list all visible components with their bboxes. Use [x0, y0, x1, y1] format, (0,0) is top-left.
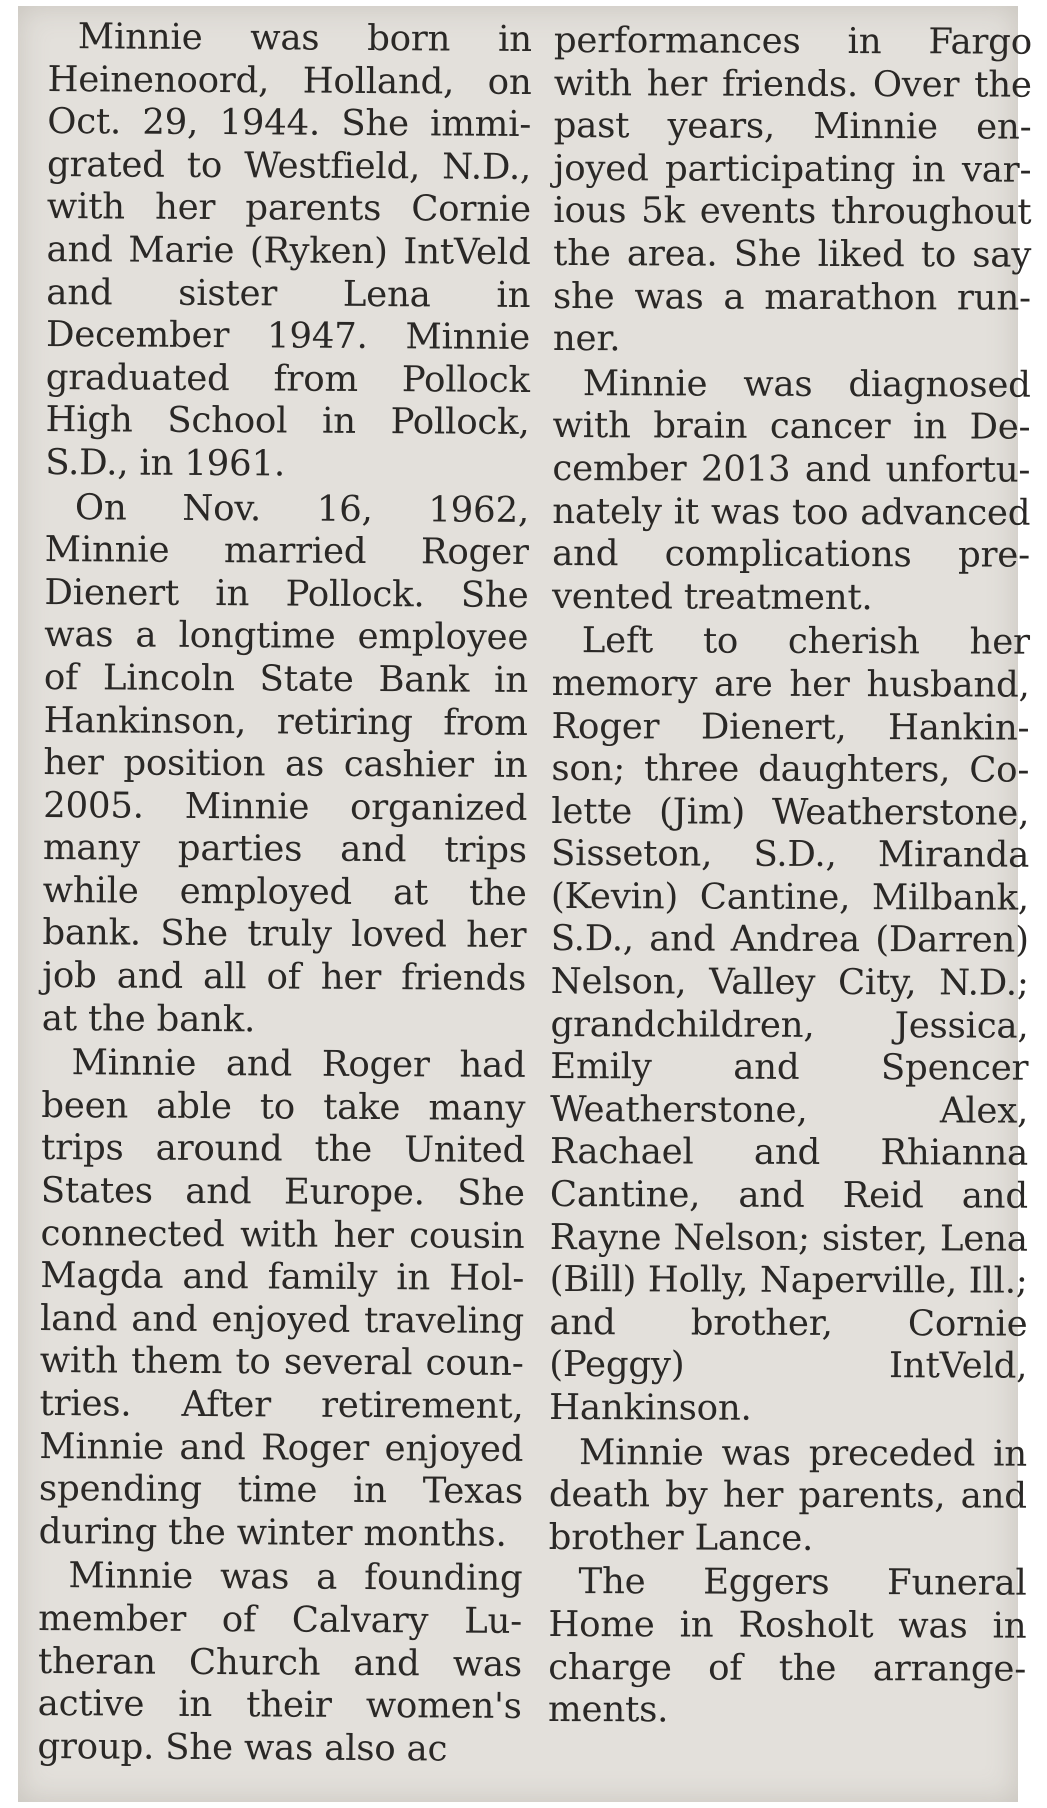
paragraph-marriage-career: On Nov. 16, 1962, Minnie married Roger Dienert in Pollock. She was a longtime employee of Lincoln State Bank in Hankinson, retiring from her position as cashier in 2005. Minnie organized many parties and trips while employed at the bank. She truly loved her job and all of her friends at the bank. [41, 486, 530, 1040]
newspaper-clipping [18, 6, 1032, 1802]
right-column [548, 20, 1032, 1735]
paragraph-preceded: Minnie was preceded in death by her parents, and brother Lance. [548, 1431, 1028, 1559]
paragraph-birth: Minnie was born in Heinenoord, Holland, on Oct. 29, 1944. She immigrated to Westfield, N.D., with her parents Cornie and Marie (Ryken) IntVeld and sister Lena in December 1947. Minnie graduated from Pollock High School in Pollock, S.D., in 1961. [45, 16, 532, 485]
paragraph-church: Minnie was a founding member of Calvary Lutheran Church and was active in their women's group. She was also ac [37, 1555, 523, 1770]
paragraph-church-continued: performances in Fargo with her friends. Over the past years, Minnie enjoyed participating in various 5k events throughout the area. She liked to say she was a marathon runner. [552, 20, 1032, 360]
paragraph-diagnosis: Minnie was diagnosed with brain cancer in December 2013 and unfortunately it was too advanced and complications prevented treatment. [551, 362, 1031, 618]
paragraph-survivors: Left to cherish her memory are her husband, Roger Dienert, Hankinson; three daughters, Colette (Jim) Weatherstone, Sisseton, S.D., Miranda (Kevin) Cantine, Milbank, S.D., and Andrea (Darren) Nelson, Valley City, N.D.; grandchildren, Jessica, Emily and Spencer Weatherstone, Alex, Rachael and Rhianna Cantine, and Reid and Rayne Nelson; sister, Lena (Bill) Holly, Naperville, Ill.; and brother, Cornie (Peggy) IntVeld, Hankinson. [549, 620, 1030, 1429]
paragraph-funeral-home: The Eggers Funeral Home in Rosholt was in charge of the arrangements. [548, 1561, 1027, 1731]
paragraph-travel: Minnie and Roger had been able to take many trips around the United States and Europe. She connected with her cousin Magda and family in Holland and enjoyed traveling with them to several countries. After retirement, Minnie and Roger enjoyed spending time in Texas during the winter months. [38, 1042, 526, 1555]
left-column [37, 16, 532, 1773]
